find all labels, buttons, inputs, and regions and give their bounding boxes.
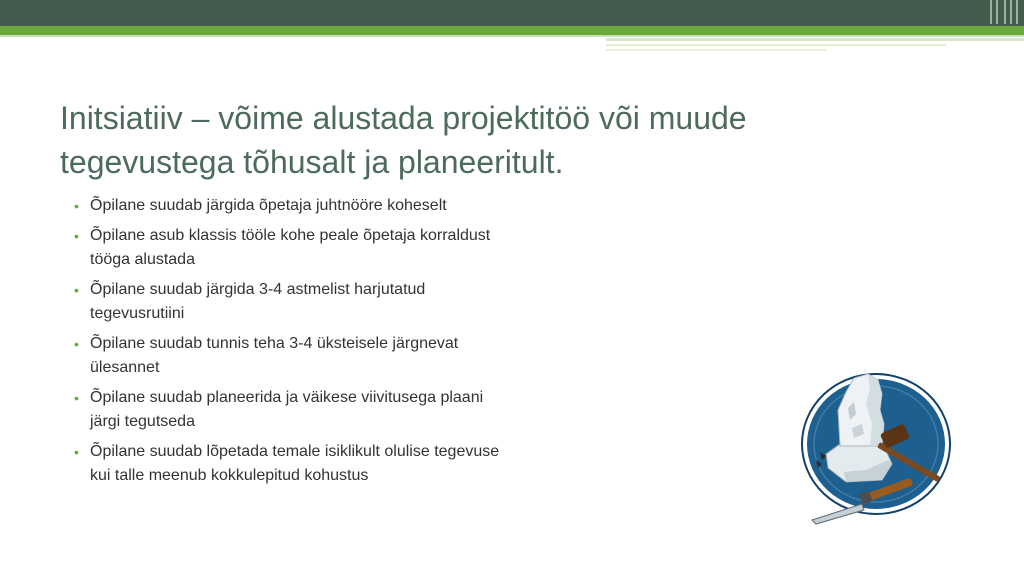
header-stripe bbox=[0, 35, 1024, 37]
bullet-dot: • bbox=[74, 228, 79, 244]
bullet-text: Õpilane suudab lõpetada temale isiklikult olulise tegevuse kui talle meenub kokkulepitud kohustus bbox=[90, 443, 500, 484]
bullet-item bbox=[74, 386, 514, 434]
bullet-item bbox=[74, 332, 514, 380]
slide-title: Initsiatiiv – võime alustada projektitöö või muude tegevustega tõhusalt ja planeeritult. bbox=[60, 100, 747, 180]
header-line bbox=[996, 0, 998, 24]
bullet-text: Õpilane suudab tunnis teha 3-4 üksteisele järgnevat ülesannet bbox=[90, 335, 459, 376]
header-line bbox=[1004, 0, 1006, 24]
bullet-text: Õpilane suudab järgida 3-4 astmelist harjutatud tegevusrutiini bbox=[90, 281, 426, 322]
header-accent-bar bbox=[0, 26, 1024, 35]
bullet-item bbox=[74, 224, 514, 272]
header-stripe bbox=[606, 49, 826, 51]
bullet-dot: • bbox=[74, 336, 79, 352]
header-stripe bbox=[606, 38, 1024, 41]
header-stripe bbox=[606, 44, 946, 46]
bullet-text: Õpilane asub klassis tööle kohe peale õpetaja korraldust tööga alustada bbox=[90, 227, 491, 268]
bullet-dot: • bbox=[74, 444, 79, 460]
bullet-list bbox=[74, 194, 514, 494]
header-line bbox=[1010, 0, 1012, 24]
bullet-item bbox=[74, 194, 514, 218]
bullet-item bbox=[74, 278, 514, 326]
sculpture-with-gavel-and-chisel-icon bbox=[796, 364, 960, 528]
header-line bbox=[990, 0, 992, 24]
bullet-text: Õpilane suudab järgida õpetaja juhtnööre koheselt bbox=[90, 197, 447, 214]
header-band bbox=[0, 0, 1024, 26]
bullet-text: Õpilane suudab planeerida ja väikese viivitusega plaani järgi tegutseda bbox=[90, 389, 484, 430]
bullet-dot: • bbox=[74, 282, 79, 298]
bullet-dot: • bbox=[74, 390, 79, 406]
bullet-item bbox=[74, 440, 514, 488]
header-line bbox=[1016, 0, 1018, 24]
bullet-dot: • bbox=[74, 198, 79, 214]
